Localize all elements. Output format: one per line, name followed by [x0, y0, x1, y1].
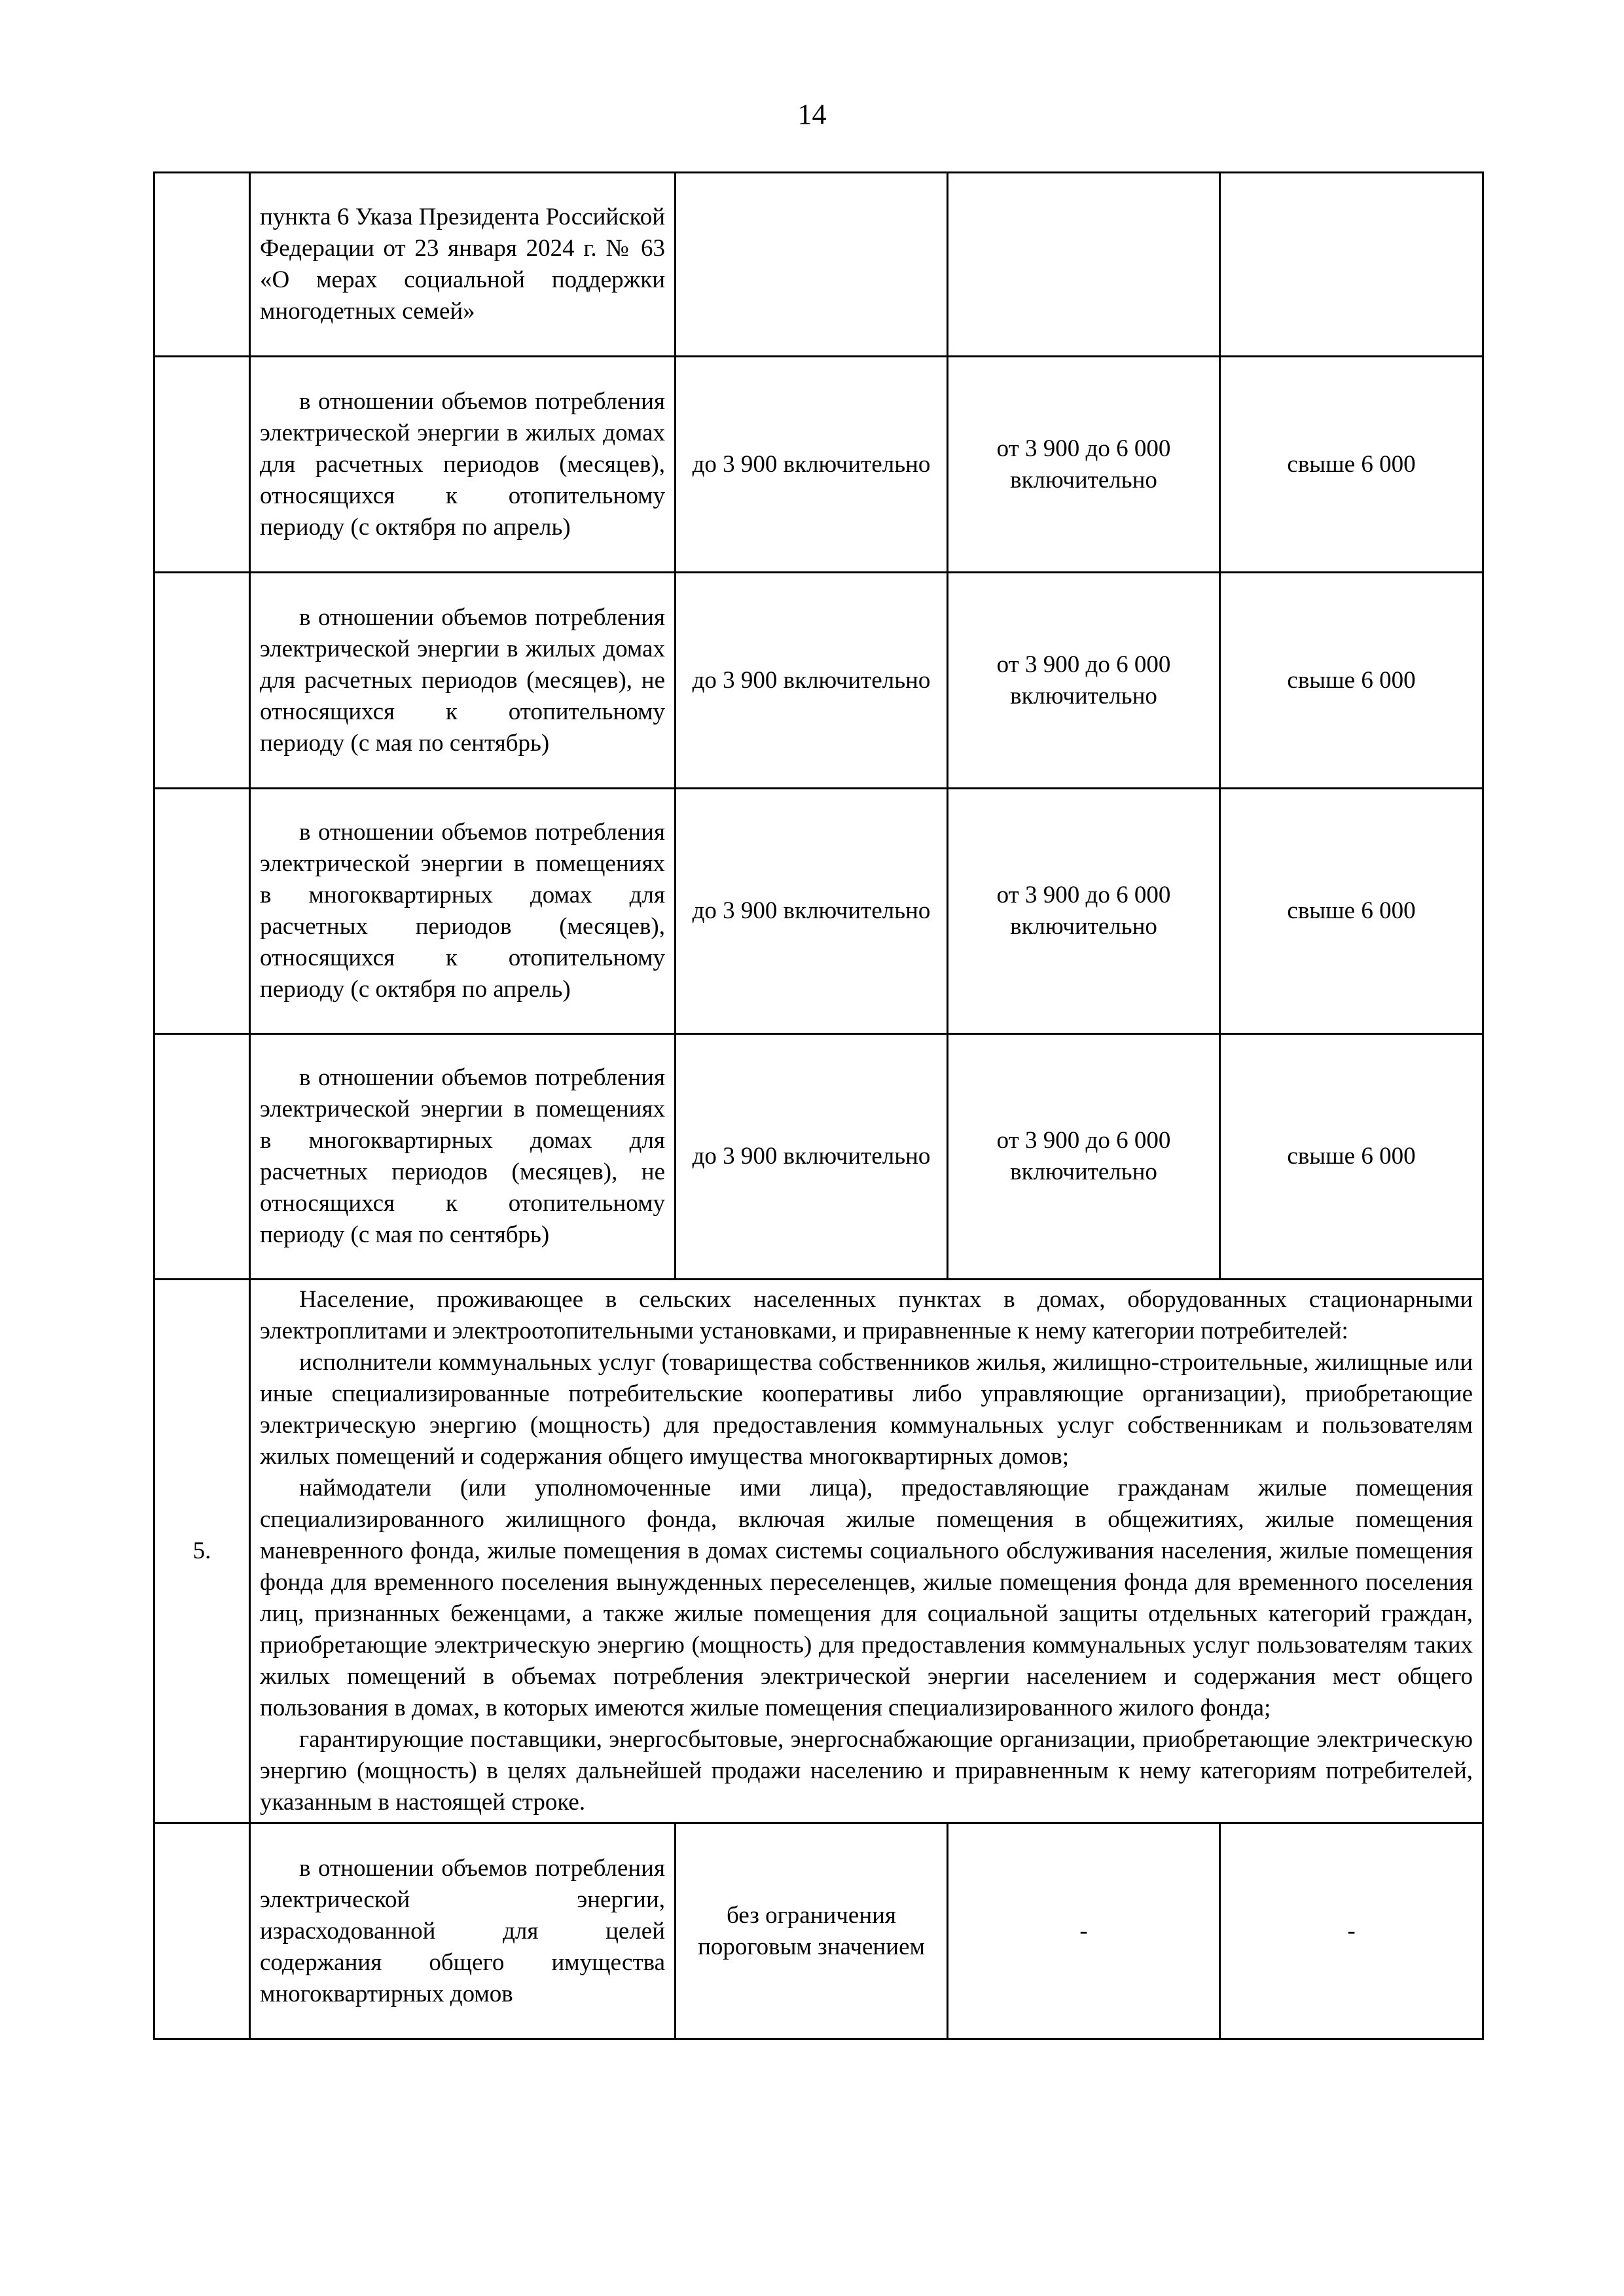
threshold-1-cell — [676, 173, 948, 357]
row-description: в отношении объемов потребления электрической энергии в жилых домах для расчетных периодов (месяцев), относящихся к отопительному периоду (с октября по апрель) — [250, 357, 676, 573]
threshold-1-cell: до 3 900 включительно — [676, 573, 948, 789]
table-row — [154, 1034, 1483, 1280]
threshold-3-cell: свыше 6 000 — [1220, 357, 1483, 573]
table-row — [154, 357, 1483, 573]
section-5-paragraph: исполнители коммунальных услуг (товарищества собственников жилья, жилищно-строительные, жилищные или иные специализированные потребительские кооперативы либо управляющие организации), приобретающие электрическую энергию (мощность) для предоставления коммунальных услуг собственникам и пользователям жилых помещений и содержания общего имущества многоквартирных домов; — [260, 1349, 1473, 1470]
table-row-section-5 — [154, 1280, 1483, 1823]
threshold-2-cell: от 3 900 до 6 000 включительно — [948, 357, 1220, 573]
threshold-1-cell: без ограничения пороговым значением — [676, 1823, 948, 2039]
threshold-1-cell: до 3 900 включительно — [676, 1034, 948, 1280]
row-description: пункта 6 Указа Президента Российской Федерации от 23 января 2024 г. № 63 «О мерах социальной поддержки многодетных семей» — [250, 173, 676, 357]
threshold-2-cell — [948, 173, 1220, 357]
table-row — [154, 1823, 1483, 2039]
table-row — [154, 173, 1483, 357]
row-description: в отношении объемов потребления электрической энергии, израсходованной для целей содержания общего имущества многоквартирных домов — [250, 1823, 676, 2039]
row-number-cell — [154, 789, 250, 1034]
row-number-cell — [154, 573, 250, 789]
threshold-3-cell: свыше 6 000 — [1220, 573, 1483, 789]
row-description: в отношении объемов потребления электрической энергии в жилых домах для расчетных периодов (месяцев), не относящихся к отопительному периоду (с мая по сентябрь) — [250, 573, 676, 789]
row-description: в отношении объемов потребления электрической энергии в помещениях в многоквартирных домах для расчетных периодов (месяцев), не относящихся к отопительному периоду (с мая по сентябрь) — [250, 1034, 676, 1280]
threshold-2-cell: от 3 900 до 6 000 включительно — [948, 1034, 1220, 1280]
threshold-3-cell: свыше 6 000 — [1220, 1034, 1483, 1280]
threshold-2-cell: от 3 900 до 6 000 включительно — [948, 573, 1220, 789]
row-description: в отношении объемов потребления электрической энергии в помещениях в многоквартирных домах для расчетных периодов (месяцев), относящихся к отопительному периоду (с октября по апрель) — [250, 789, 676, 1034]
row-number-cell — [154, 1034, 250, 1280]
threshold-2-cell: - — [948, 1823, 1220, 2039]
section-5-paragraph: наймодатели (или уполномоченные ими лица), предоставляющие гражданам жилые помещения специализированного жилищного фонда, включая жилые помещения в общежитиях, жилые помещения маневренного фонда, жилые помещения в домах системы социального обслуживания населения, жилые помещения фонда для временного поселения вынужденных переселенцев, жилые помещения фонда для временного поселения лиц, признанных беженцами, а также жилые помещения для социальной защиты отдельных категорий граждан, приобретающие электрическую энергию (мощность) для предоставления коммунальных услуг пользователям таких жилых помещений в объемах потребления электрической энергии населением и содержания мест общего пользования в домах, в которых имеются жилые помещения специализированного жилого фонда; — [260, 1475, 1473, 1721]
row-number-cell — [154, 1823, 250, 2039]
threshold-3-cell: свыше 6 000 — [1220, 789, 1483, 1034]
threshold-1-cell: до 3 900 включительно — [676, 789, 948, 1034]
row-number-cell — [154, 357, 250, 573]
threshold-3-cell — [1220, 173, 1483, 357]
section-5-description — [250, 1280, 1483, 1823]
row-number-cell: 5. — [154, 1280, 250, 1823]
page-number: 14 — [797, 98, 827, 130]
table-row — [154, 789, 1483, 1034]
threshold-1-cell: до 3 900 включительно — [676, 357, 948, 573]
row-number-cell — [154, 173, 250, 357]
section-5-paragraph: гарантирующие поставщики, энергосбытовые, энергоснабжающие организации, приобретающие электрическую энергию (мощность) в целях дальнейшей продажи населению и приравненным к нему категориям потребителей, указанным в настоящей строке. — [260, 1726, 1473, 1816]
threshold-3-cell: - — [1220, 1823, 1483, 2039]
table-row — [154, 573, 1483, 789]
tariff-table — [153, 171, 1484, 2040]
section-5-paragraph: Население, проживающее в сельских населенных пунктах в домах, оборудованных стационарными электроплитами и электроотопительными установками, и приравненные к нему категории потребителей: — [260, 1286, 1473, 1344]
threshold-2-cell: от 3 900 до 6 000 включительно — [948, 789, 1220, 1034]
